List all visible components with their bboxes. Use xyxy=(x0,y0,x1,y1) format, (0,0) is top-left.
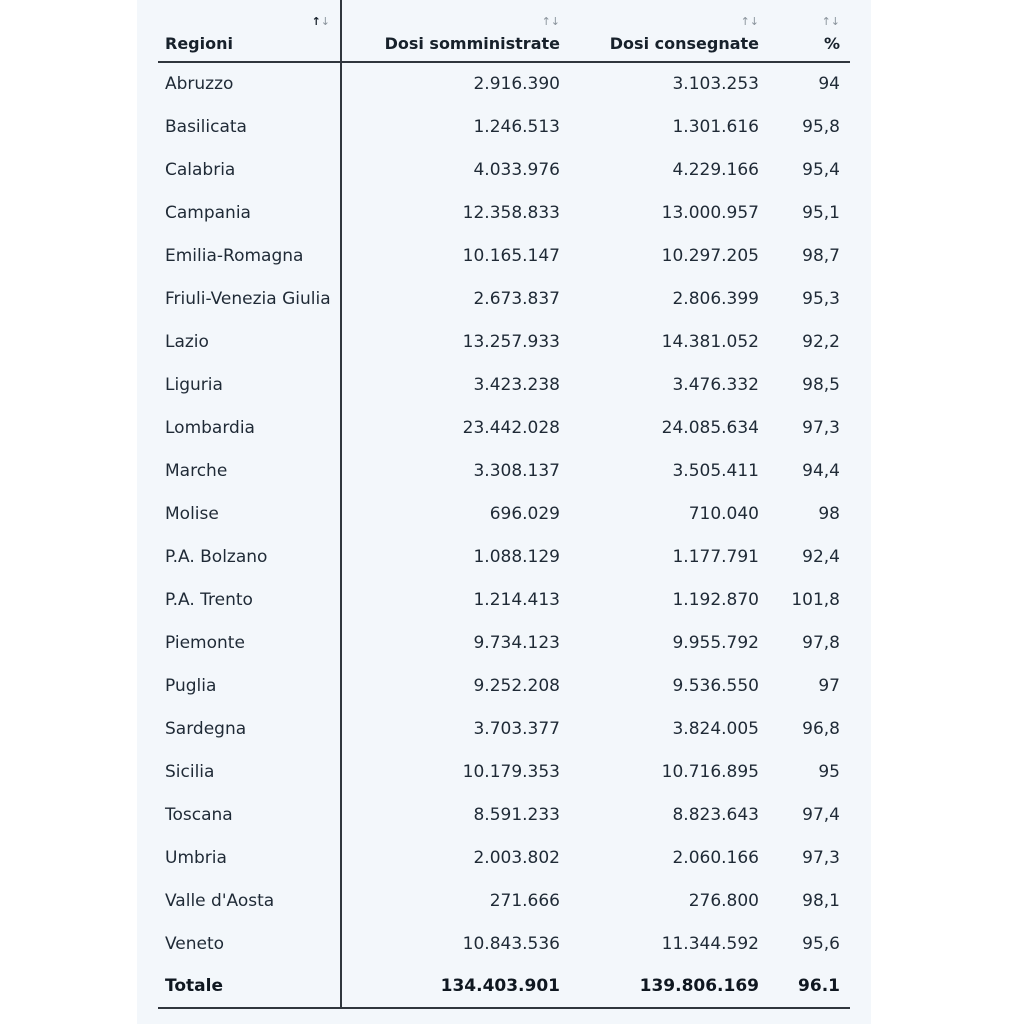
cell-regione: Lombardia xyxy=(158,406,341,449)
cell-percentuale: 97,4 xyxy=(802,804,840,825)
table-row xyxy=(158,62,850,105)
sort-down-arrow-icon: ↓ xyxy=(749,15,759,28)
cell-percentuale: 96.1 xyxy=(769,965,850,1008)
cell-dosi-somministrate: 3.703.377 xyxy=(473,718,560,739)
cell-dosi-consegnate: 10.716.895 xyxy=(661,761,759,782)
cell-percentuale: 95,4 xyxy=(802,159,840,180)
cell-percentuale: 95 xyxy=(818,761,840,782)
header-row xyxy=(158,0,850,62)
sort-arrows-icon[interactable] xyxy=(822,16,840,27)
table-row xyxy=(158,707,850,750)
cell-percentuale: 97 xyxy=(818,675,840,696)
cell-dosi-consegnate: 2.060.166 xyxy=(672,847,759,868)
table-row xyxy=(158,449,850,492)
cell-dosi-somministrate: 1.246.513 xyxy=(473,116,560,137)
cell-percentuale: 98,7 xyxy=(802,245,840,266)
column-header-label: Regioni xyxy=(165,34,233,53)
cell-percentuale: 95,3 xyxy=(802,288,840,309)
sort-up-arrow-icon: ↑ xyxy=(541,15,551,28)
cell-dosi-consegnate: 4.229.166 xyxy=(672,159,759,180)
table-row xyxy=(158,234,850,277)
cell-percentuale: 101,8 xyxy=(791,589,840,610)
column-header-label: Dosi consegnate xyxy=(609,34,759,53)
cell-dosi-consegnate: 13.000.957 xyxy=(661,202,759,223)
sort-down-arrow-icon: ↓ xyxy=(550,15,560,28)
cell-regione: Lazio xyxy=(158,320,341,363)
sort-up-arrow-icon: ↑ xyxy=(740,15,750,28)
cell-dosi-consegnate: 3.476.332 xyxy=(672,374,759,395)
cell-dosi-somministrate: 13.257.933 xyxy=(462,331,560,352)
table-header xyxy=(158,0,850,62)
cell-dosi-somministrate: 9.252.208 xyxy=(473,675,560,696)
cell-dosi-somministrate: 134.403.901 xyxy=(341,965,570,1008)
table-row xyxy=(158,578,850,621)
cell-regione: Molise xyxy=(158,492,341,535)
cell-dosi-consegnate: 1.301.616 xyxy=(672,116,759,137)
cell-regione: Marche xyxy=(158,449,341,492)
cell-regione: Sicilia xyxy=(158,750,341,793)
cell-regione: Totale xyxy=(158,965,341,1008)
cell-regione: Abruzzo xyxy=(158,62,341,105)
table-row xyxy=(158,793,850,836)
sort-arrows-icon[interactable] xyxy=(542,16,560,27)
cell-dosi-consegnate: 3.505.411 xyxy=(672,460,759,481)
table-row xyxy=(158,879,850,922)
cell-percentuale: 97,3 xyxy=(802,847,840,868)
cell-regione: Puglia xyxy=(158,664,341,707)
column-header-regioni[interactable] xyxy=(158,0,341,62)
table-row xyxy=(158,105,850,148)
table-row xyxy=(158,664,850,707)
cell-dosi-consegnate: 9.955.792 xyxy=(672,632,759,653)
cell-regione: Toscana xyxy=(158,793,341,836)
column-header-label: Dosi somministrate xyxy=(384,34,560,53)
table-row xyxy=(158,277,850,320)
cell-dosi-consegnate: 14.381.052 xyxy=(661,331,759,352)
cell-regione: Campania xyxy=(158,191,341,234)
cell-dosi-consegnate: 8.823.643 xyxy=(672,804,759,825)
table-row xyxy=(158,406,850,449)
cell-dosi-somministrate: 2.673.837 xyxy=(473,288,560,309)
cell-percentuale: 92,4 xyxy=(802,546,840,567)
cell-dosi-somministrate: 1.214.413 xyxy=(473,589,560,610)
cell-dosi-somministrate: 10.165.147 xyxy=(462,245,560,266)
cell-dosi-somministrate: 1.088.129 xyxy=(473,546,560,567)
cell-dosi-somministrate: 10.843.536 xyxy=(462,933,560,954)
cell-regione: Liguria xyxy=(158,363,341,406)
cell-percentuale: 97,8 xyxy=(802,632,840,653)
column-header-dosi-consegnate[interactable] xyxy=(570,0,769,62)
table-row xyxy=(158,535,850,578)
column-header-percentuale[interactable] xyxy=(769,0,850,62)
table-row xyxy=(158,750,850,793)
cell-regione: Umbria xyxy=(158,836,341,879)
cell-dosi-consegnate: 1.177.791 xyxy=(672,546,759,567)
table-row xyxy=(158,836,850,879)
cell-percentuale: 94,4 xyxy=(802,460,840,481)
cell-percentuale: 92,2 xyxy=(802,331,840,352)
sort-down-arrow-icon: ↓ xyxy=(320,15,330,28)
cell-dosi-consegnate: 2.806.399 xyxy=(672,288,759,309)
cell-regione: Basilicata xyxy=(158,105,341,148)
cell-dosi-somministrate: 696.029 xyxy=(489,503,560,524)
total-row xyxy=(158,965,850,1008)
cell-dosi-somministrate: 10.179.353 xyxy=(462,761,560,782)
table-row xyxy=(158,148,850,191)
sort-arrows-icon[interactable] xyxy=(741,16,759,27)
cell-dosi-somministrate: 2.916.390 xyxy=(473,74,560,94)
cell-dosi-somministrate: 12.358.833 xyxy=(462,202,560,223)
cell-percentuale: 98,1 xyxy=(802,890,840,911)
cell-percentuale: 94 xyxy=(818,74,840,94)
cell-dosi-somministrate: 4.033.976 xyxy=(473,159,560,180)
sort-arrows-icon[interactable] xyxy=(312,16,330,27)
cell-regione: Valle d'Aosta xyxy=(158,879,341,922)
cell-dosi-consegnate: 10.297.205 xyxy=(661,245,759,266)
cell-dosi-consegnate: 710.040 xyxy=(688,503,759,524)
table-row xyxy=(158,191,850,234)
cell-regione: Piemonte xyxy=(158,621,341,664)
cell-percentuale: 95,6 xyxy=(802,933,840,954)
vaccine-doses-table xyxy=(158,0,850,1009)
table-row xyxy=(158,922,850,965)
cell-regione: P.A. Trento xyxy=(158,578,341,621)
cell-dosi-somministrate: 2.003.802 xyxy=(473,847,560,868)
column-header-label: % xyxy=(823,34,840,53)
table-row xyxy=(158,492,850,535)
cell-dosi-consegnate: 1.192.870 xyxy=(672,589,759,610)
cell-dosi-consegnate: 3.824.005 xyxy=(672,718,759,739)
column-header-dosi-somministrate[interactable] xyxy=(341,0,570,62)
cell-percentuale: 97,3 xyxy=(802,417,840,438)
cell-dosi-consegnate: 11.344.592 xyxy=(661,933,759,954)
cell-percentuale: 95,1 xyxy=(802,202,840,223)
cell-regione: Friuli-Venezia Giulia xyxy=(158,277,341,320)
cell-dosi-consegnate: 24.085.634 xyxy=(661,417,759,438)
cell-percentuale: 96,8 xyxy=(802,718,840,739)
cell-regione: Calabria xyxy=(158,148,341,191)
cell-percentuale: 98 xyxy=(818,503,840,524)
cell-regione: Veneto xyxy=(158,922,341,965)
table-row xyxy=(158,621,850,664)
sort-up-arrow-icon: ↑ xyxy=(821,15,831,28)
cell-dosi-somministrate: 271.666 xyxy=(489,890,560,911)
table-row xyxy=(158,363,850,406)
cell-dosi-somministrate: 9.734.123 xyxy=(473,632,560,653)
sort-down-arrow-icon: ↓ xyxy=(830,15,840,28)
cell-regione: Sardegna xyxy=(158,707,341,750)
cell-percentuale: 98,5 xyxy=(802,374,840,395)
cell-dosi-somministrate: 3.308.137 xyxy=(473,460,560,481)
cell-dosi-somministrate: 8.591.233 xyxy=(473,804,560,825)
table-row xyxy=(158,320,850,363)
sort-up-arrow-icon: ↑ xyxy=(311,15,321,28)
cell-dosi-consegnate: 276.800 xyxy=(688,890,759,911)
cell-dosi-consegnate: 139.806.169 xyxy=(570,965,769,1008)
table-body xyxy=(158,62,850,1008)
cell-regione: Emilia-Romagna xyxy=(158,234,341,277)
cell-dosi-somministrate: 3.423.238 xyxy=(473,374,560,395)
cell-regione: P.A. Bolzano xyxy=(158,535,341,578)
cell-percentuale: 95,8 xyxy=(802,116,840,137)
cell-dosi-somministrate: 23.442.028 xyxy=(462,417,560,438)
cell-dosi-consegnate: 3.103.253 xyxy=(672,74,759,94)
cell-dosi-consegnate: 9.536.550 xyxy=(672,675,759,696)
